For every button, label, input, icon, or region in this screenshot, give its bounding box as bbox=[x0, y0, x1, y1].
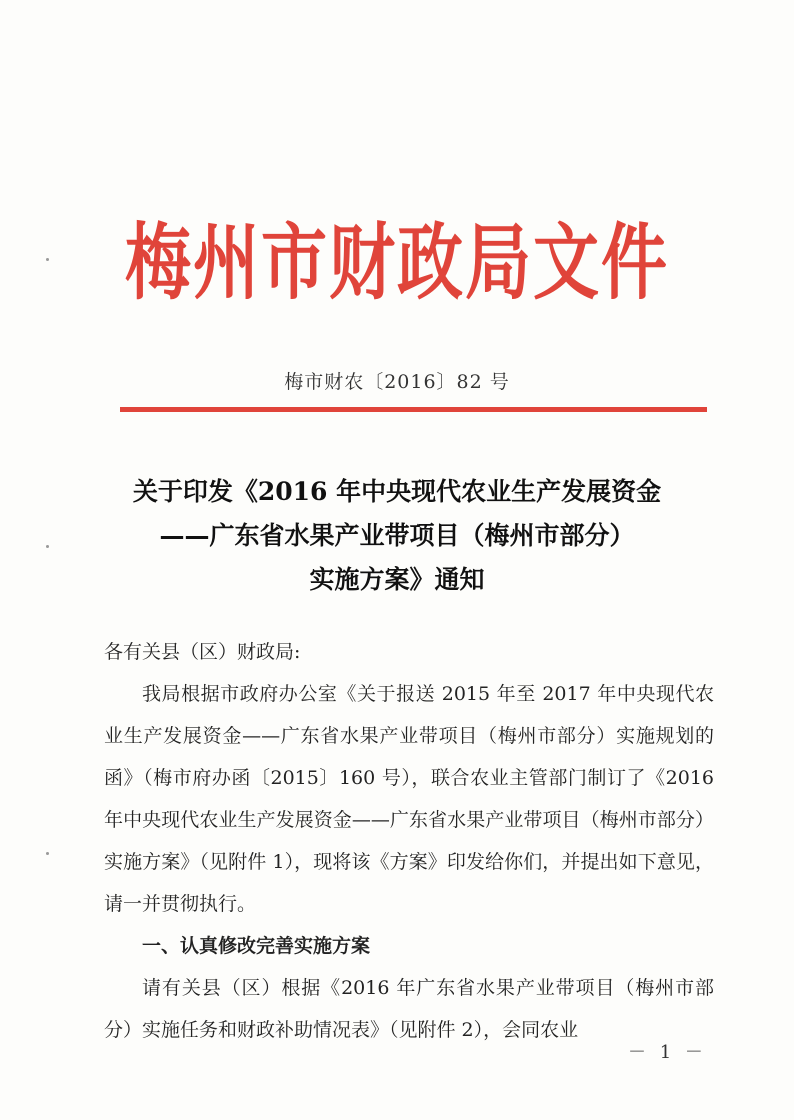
scan-speck bbox=[46, 852, 49, 855]
page-number: － 1 － bbox=[628, 1042, 707, 1063]
scan-speck bbox=[46, 545, 49, 548]
document-title-line-3: 实施方案》通知 bbox=[309, 565, 485, 594]
scan-speck bbox=[46, 258, 49, 261]
document-body bbox=[104, 631, 714, 1051]
document-title-line-2: ——广东省水果产业带项目（梅州市部分） bbox=[159, 521, 635, 550]
document-title bbox=[60, 470, 734, 602]
document-title-line-1: 关于印发《2016 年中央现代农业生产发展资金 bbox=[132, 477, 662, 506]
body-paragraph: 请有关县（区）根据《2016 年广东省水果产业带项目（梅州市部分）实施任务和财政补助情况表》（见附件 2），会同农业 bbox=[104, 977, 714, 1041]
issuer-header-title: 梅州市财政局文件 bbox=[125, 214, 669, 311]
salutation: 各有关县（区）财政局: bbox=[104, 641, 301, 663]
body-paragraph: 我局根据市政府办公室《关于报送 2015 年至 2017 年中央现代农业生产发展资金——广东省水果产业带项目（梅州市部分）实施规划的函》（梅市府办函〔2015〕160 号），联合农业主管部门制订了《2016 年中央现代农业生产发展资金——广东省水果产业带项目（梅州市部分）实施方案》（见附件 1），现将该《方案》印发给你们，并提出如下意见，请一并贯彻执行。 bbox=[104, 683, 714, 915]
document-number: 梅市财农〔2016〕82 号 bbox=[284, 371, 510, 393]
section-heading: 一、认真修改完善实施方案 bbox=[142, 935, 371, 957]
red-separator-line bbox=[120, 407, 707, 412]
